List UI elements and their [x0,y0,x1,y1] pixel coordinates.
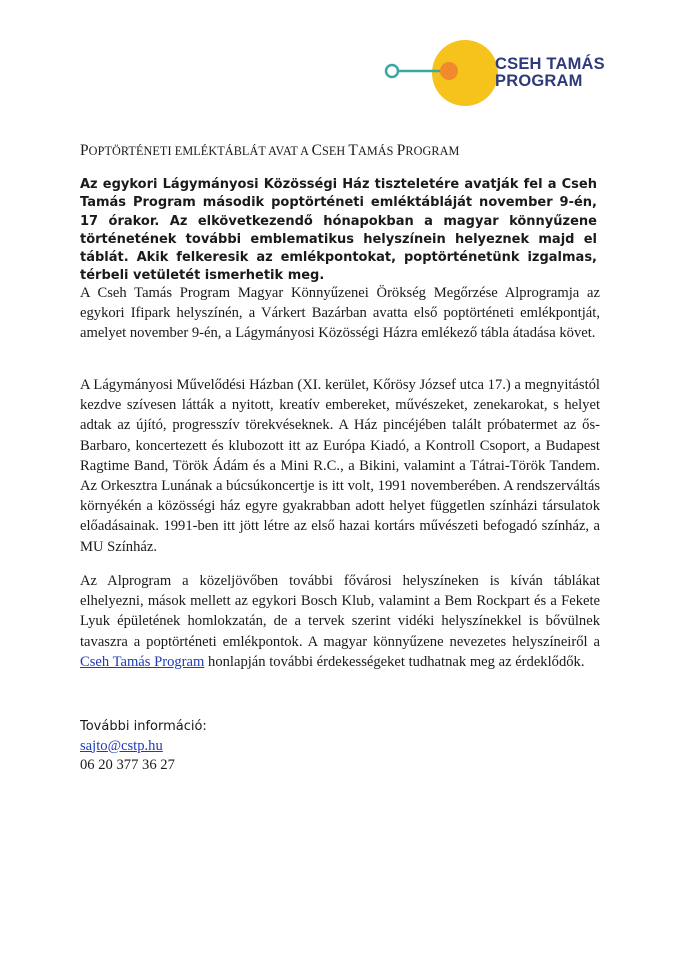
contact-heading: További információ: [80,719,207,734]
logo-teal-ring [386,65,398,77]
cseh-tamas-program-link[interactable]: Cseh Tamás Program [80,653,205,670]
logo-orange-dot [440,62,458,80]
title-smallcaps: OPTÖRTÉNETI EMLÉKTÁBLÁT AVAT A [88,144,312,158]
title-cap: T [348,142,358,159]
title-cap: P [80,142,89,159]
title-smallcaps: SEH [321,144,349,158]
lead-paragraph: Az egykori Lágymányosi Közösségi Ház tiszteletére avatják fel a Cseh Tamás Program második poptörténeti emléktábláját november 9-én, 17 órakor. Az elkövetkezendő hónapokban a magyar könnyűzene történetének további emblematikus helyszínein helyeznek majd el táblát. Akik felkeresik az emlékpontokat, poptörténetünk izgalmas, térbeli vetületét ismerhetik meg. [80,177,597,284]
title-smallcaps: AMÁS [357,144,397,158]
contact-info [80,717,207,776]
paragraph3-text-before: Az Alprogram a közeljövőben további fővárosi helyszíneken is kíván táblákat elhelyezni, mások mellett az egykori Bosch Klub, valamint a Bem Rockpart és a Fekete Lyuk épületének homlokzatán, de a tervek szerint vidéki helyszínekkel is bővülnek tavaszra a poptörténeti emlékpontok. A magyar könnyűzene nevezetes helyszíneiről a [80,573,600,650]
cseh-tamas-program-logo [382,38,622,118]
page-title [80,142,600,160]
body-paragraph-1: A Cseh Tamás Program Magyar Könnyűzenei Örökség Megőrzése Alprogramja az egykori Ifipark helyszínén, a Várkert Bazárban avatta első poptörténeti emlékpontját, amelyet november 9-én, a Lágymányosi Közösségi Házra emlékező tábla átadása követ. [80,285,600,342]
body-paragraph-2: A Lágymányosi Művelődési Házban (XI. kerület, Kőrösy József utca 17.) a megnyitástól kezdve szívesen látták a nyitott, kreatív embereket, művészeket, zenekarokat, s helyet adtak az újító, progresszív törekvéseknek. A Ház pincéjében talált próbatermet az ős-Barbaro, koncertezett és klubozott itt az Európa Kiadó, a Kontroll Csoport, a Budapest Ragtime Band, Török Ádám és a Mini R.C., a Bikini, valamint a Tátrai-Török Tandem. Az Orkesztra Lunának a búcsúkoncertje is itt volt, 1991 novemberében. A rendszerváltás környékén a közösségi ház egyre gyakrabban adott helyet független színházi társulatok előadásainak. 1991-ben itt jött létre az első hazai kortárs művészeti befogadó színház, a MU Színház. [80,377,600,555]
email-link[interactable]: sajto@cstp.hu [80,737,163,754]
title-cap: P [396,142,406,159]
body-paragraph-3 [80,571,600,672]
phone-number: 06 20 377 36 27 [80,757,175,773]
title-smallcaps: ROGRAM [405,144,460,158]
title-cap: C [311,142,322,159]
paragraph3-text-after: honlapján további érdekességeket tudhatnak meg az érdeklődők. [204,653,585,670]
logo-text-line2: PROGRAM [495,72,583,90]
logo-text-line1: CSEH TAMÁS [495,55,605,73]
